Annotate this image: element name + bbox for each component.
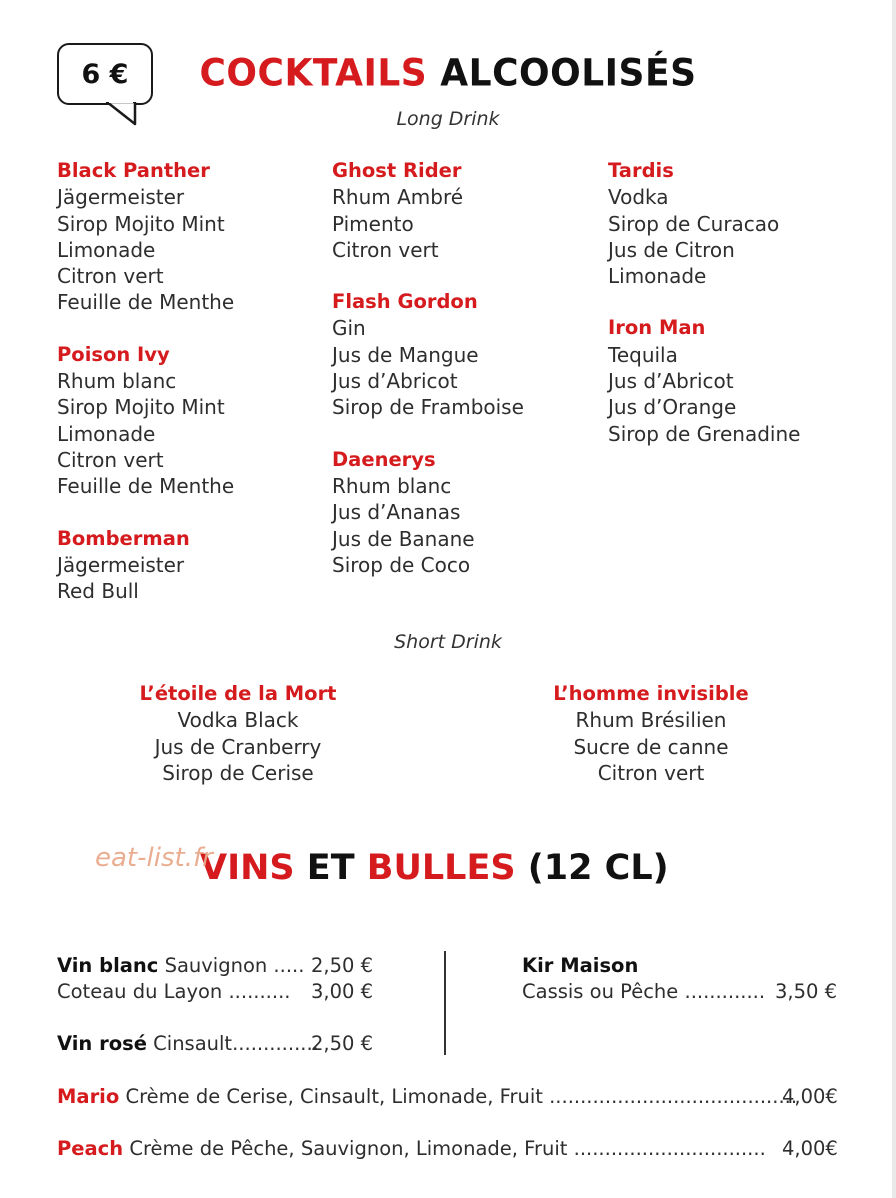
ingredient: Rhum blanc bbox=[57, 369, 177, 394]
wine-price: 2,50 € bbox=[311, 1032, 374, 1055]
ingredient: Rhum Brésilien bbox=[575, 708, 727, 733]
ingredient: Jägermeister bbox=[57, 185, 185, 210]
wine-label: Vin rosé bbox=[57, 1032, 147, 1055]
wine-title-part: ET bbox=[306, 848, 355, 888]
cocktail-name: Daenerys bbox=[332, 447, 436, 471]
ingredient: Red Bull bbox=[57, 579, 139, 604]
ingredient: Limonade bbox=[57, 421, 156, 446]
ingredient: Jus de Banane bbox=[332, 526, 475, 551]
wine-name: Cassis ou Pêche bbox=[522, 980, 679, 1003]
wine-row-cinsault bbox=[57, 1032, 319, 1055]
dot-leader: ........................................ bbox=[549, 1085, 798, 1108]
wine-title-part: (12 CL) bbox=[527, 848, 669, 888]
ingredient: Feuille de Menthe bbox=[57, 290, 235, 315]
ingredient: Sirop de Curacao bbox=[608, 211, 780, 236]
ingredient: Pimento bbox=[332, 211, 414, 236]
wine-name: Coteau du Layon bbox=[57, 980, 223, 1003]
ingredient: Citron vert bbox=[332, 237, 439, 262]
ingredient: Sirop Mojito Mint bbox=[57, 211, 225, 236]
wine-title bbox=[200, 848, 700, 888]
ingredient: Feuille de Menthe bbox=[57, 474, 235, 499]
special-name: Peach bbox=[57, 1137, 124, 1160]
kir-label bbox=[522, 954, 638, 977]
ingredient: Rhum blanc bbox=[332, 473, 452, 498]
ingredient: Limonade bbox=[608, 264, 707, 289]
ingredient: Sirop de Cerise bbox=[162, 760, 314, 785]
wine-price: 2,50 € bbox=[311, 954, 374, 977]
wine-row-sauvignon bbox=[57, 954, 304, 977]
page-edge bbox=[892, 0, 896, 1198]
cocktail-name: Poison Ivy bbox=[57, 342, 170, 366]
column-divider bbox=[444, 951, 446, 1055]
ingredient: Jus de Cranberry bbox=[154, 734, 322, 759]
dot-leader: ..... bbox=[267, 954, 305, 977]
title-part-black: ALCOOLISÉS bbox=[440, 51, 697, 96]
ingredient: Jus de Citron bbox=[608, 237, 735, 262]
special-desc: Crème de Cerise, Cinsault, Limonade, Fruit bbox=[125, 1085, 543, 1108]
ingredient: Citron vert bbox=[597, 760, 705, 785]
cocktail-name: Ghost Rider bbox=[332, 159, 462, 182]
special-name: Mario bbox=[57, 1085, 120, 1108]
ingredient: Vodka Black bbox=[177, 708, 299, 733]
special-price: 4,00€ bbox=[782, 1085, 838, 1108]
wine-price: 3,00 € bbox=[311, 980, 374, 1003]
short-drink-label: Short Drink bbox=[394, 631, 502, 653]
ingredient: Vodka bbox=[608, 185, 669, 210]
cocktail-name: Flash Gordon bbox=[332, 290, 478, 314]
long-drinks-col-1 bbox=[57, 158, 234, 604]
ingredient: Tequila bbox=[608, 342, 678, 367]
ingredient: Sirop de Coco bbox=[332, 552, 471, 577]
ingredient: Jägermeister bbox=[57, 552, 185, 577]
wine-name: Sauvignon bbox=[164, 954, 268, 977]
wine-title-part: BULLES bbox=[366, 848, 516, 888]
cocktail-name: L’étoile de la Mort bbox=[139, 682, 337, 705]
special-row-peach bbox=[57, 1137, 766, 1160]
ingredient: Sirop Mojito Mint bbox=[57, 395, 225, 420]
wine-name: Cinsault bbox=[153, 1032, 233, 1055]
cocktail-name: L’homme invisible bbox=[553, 682, 749, 705]
dot-leader: ............................... bbox=[573, 1137, 766, 1160]
ingredient: Limonade bbox=[57, 237, 156, 262]
dot-leader: .......... bbox=[222, 980, 291, 1003]
special-row-mario bbox=[57, 1085, 797, 1108]
watermark: eat-list.fr bbox=[95, 843, 213, 873]
ingredient: Jus d’Orange bbox=[608, 395, 737, 420]
price-badge-text: 6 € bbox=[81, 58, 129, 90]
kir-title: Kir Maison bbox=[522, 954, 639, 977]
wine-row-coteau bbox=[57, 980, 290, 1003]
title-part-red: COCKTAILS bbox=[199, 51, 428, 96]
cocktail-name: Bomberman bbox=[57, 526, 190, 550]
ingredient: Gin bbox=[332, 316, 366, 341]
short-drink-2 bbox=[531, 681, 771, 786]
ingredient: Rhum Ambré bbox=[332, 185, 464, 210]
special-price: 4,00€ bbox=[782, 1137, 838, 1160]
wine-label: Vin blanc bbox=[57, 954, 159, 977]
long-drinks-col-2 bbox=[332, 158, 524, 578]
wine-price: 3,50 € bbox=[775, 980, 838, 1003]
cocktail-name: Iron Man bbox=[608, 316, 706, 340]
cocktail-name: Tardis bbox=[608, 159, 674, 182]
ingredient: Citron vert bbox=[57, 447, 164, 472]
ingredient: Sirop de Framboise bbox=[332, 395, 524, 420]
ingredient: Jus d’Ananas bbox=[332, 500, 461, 525]
ingredient: Sucre de canne bbox=[573, 734, 729, 759]
ingredient: Jus d’Abricot bbox=[332, 369, 458, 394]
ingredient: Sirop de Grenadine bbox=[608, 421, 801, 446]
long-drink-label: Long Drink bbox=[396, 108, 500, 130]
wine-row-kir bbox=[522, 980, 765, 1003]
wine-title-part: VINS bbox=[200, 848, 295, 888]
ingredient: Citron vert bbox=[57, 264, 164, 289]
short-drink-1 bbox=[118, 681, 358, 786]
ingredient: Jus de Mangue bbox=[332, 342, 479, 367]
long-drinks-col-3 bbox=[608, 158, 800, 447]
cocktail-name: Black Panther bbox=[57, 159, 210, 182]
cocktails-title bbox=[0, 52, 896, 95]
ingredient: Jus d’Abricot bbox=[608, 369, 734, 394]
special-desc: Crème de Pêche, Sauvignon, Limonade, Fruit bbox=[129, 1137, 568, 1160]
dot-leader: .............. bbox=[232, 1032, 319, 1055]
dot-leader: ............. bbox=[678, 980, 766, 1003]
